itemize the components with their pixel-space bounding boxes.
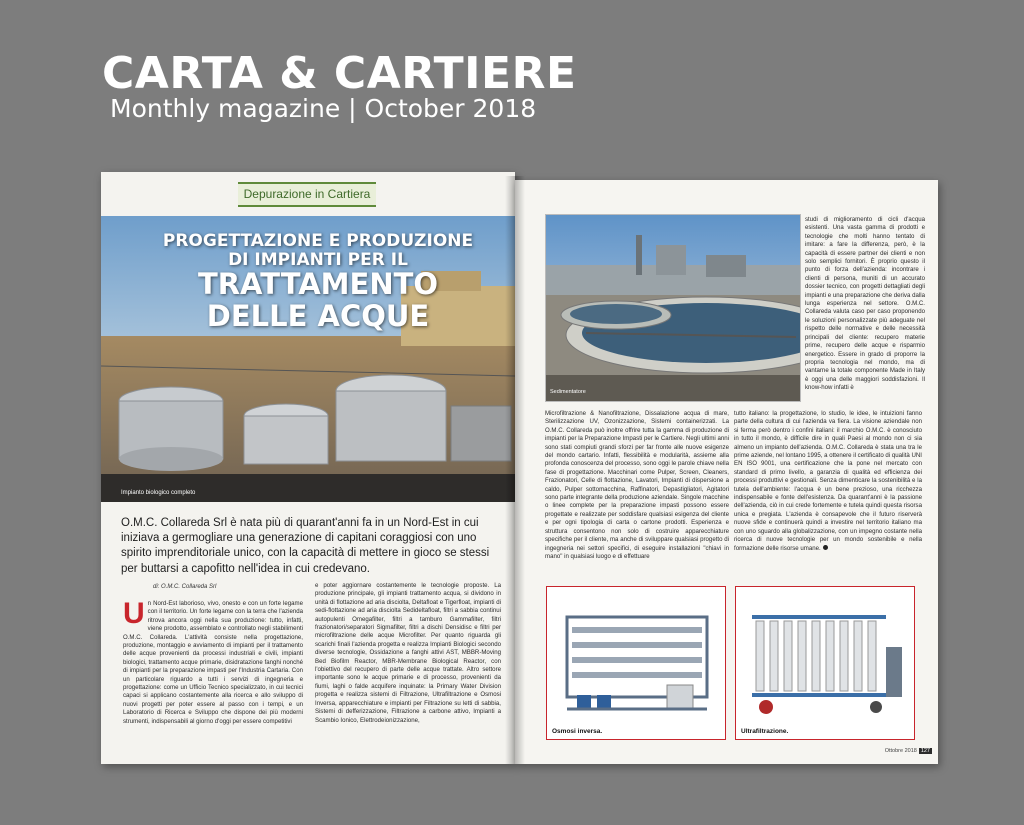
left-page — [101, 172, 515, 764]
product-box-osmosis — [546, 586, 726, 740]
right-page — [515, 180, 938, 764]
product-box-ultrafiltration — [735, 586, 915, 740]
sedimentation-photo — [545, 214, 801, 402]
magazine-subtitle: Monthly magazine | October 2018 — [110, 94, 537, 123]
body-column-1-text: n Nord-Est laborioso, vivo, onesto e con un forte legame con il territorio. Un forte legame con la terra che l'azienda ritrova ancora oggi nella sua produzione: tutto, infatti, viene prodotto, assemblato e controllato negli stabilimenti O.M.C. Collareda. L'attività consiste nella progettazione, produzione, montaggio e avviamento di impianti per il trattamento delle acque provenienti da processi industriali e civili, impianti biologici, trattamento acque primarie, disidratazione fanghi nonché di impianti per la preparazione impasti per l'Industria Cartaria. Con un particolare riguardo a tutti i servizi di ingegneria e progettazione: come un Ufficio Tecnico specializzato, in cui tecnici capaci si applicano costantemente alla ricerca e allo sviluppo di nuovi progetti per poter essere al passo con i tempi, e un Laboratorio di Ricerca e Sviluppo che dispone dei più moderni strumenti, indispensabili al giorno d'oggi per essere competitivi — [123, 600, 303, 725]
page-folio — [885, 748, 932, 754]
reverse-osmosis-machine-illustration — [547, 587, 726, 740]
drop-cap: U — [123, 600, 145, 630]
lead-paragraph: O.M.C. Collareda Srl è nata più di quarant'anni fa in un Nord-Est in cui iniziava a germogliare una generazione di capitani coraggiosi con uno spirito imprenditoriale unico, con la capacità di mettere in gioco se stessi per buttarsi a capofitto nell'idea in cui credevano. — [121, 517, 490, 575]
body-column-2: e poter aggiornare costantemente le tecnologie proposte. La produzione principale, gli impianti trattamento acqua, si dividono in unità di flottazione ad aria disciolta, Deltafloat e Tigerfloat, impianti di sedi-flottazione ad aria disciolta Sedideltafloat, filtri a sabbia continui autopulenti Omegafilter, filtri a tamburo Gammafilter, filtri frazionatori/separatori Sigmafilter, filtri a dischi Densidisc e filtri per microfiltrazione delle acque Microfilter. Per quanto riguarda gli scarichi finali l'azienda progetta e realizza Impianti Biologici secondo diverse tecnologie, Ossidazione a fanghi attivi AST, MBBR-Moving Bed Biofilm Reactor, MBR-Membrane Biological Reactor, con l'obiettivo del recupero di parte delle acque trattate. Altro settore importante sono le acque primarie e di processo, provenienti da fiumi, laghi o falde acquifere inquinate: la Primary Water Division progetta e realizza sistemi di Filtrazione, Ultrafiltrazione e Osmosi Inversa, apparecchiature e impianti per Filtrazione su letti di sabbia, Sistemi di defferizzazione, Filtrazione a carbone attivo, Impianti a Scambio Ionico, Elettrodeionizzazione, — [315, 582, 501, 724]
magazine-spine-shadow — [505, 176, 525, 764]
hero-photo — [101, 216, 515, 502]
sedimentation-tank-illustration — [546, 215, 801, 402]
headline — [123, 232, 513, 333]
headline-line-3: TRATTAMENTO — [197, 267, 439, 302]
body-column-mid-right-text: tutto italiano: la progettazione, lo studio, le idee, le intuizioni fanno parte della cultura di cui l'azienda va fiera. La visione aziendale non si ferma però dentro i confini italiani: il marchio O.M.C. è conosciuto in tutto il mondo, è difficile dire in quali Paesi al mondo non ci sia almeno un impianto dell'azienda. O.M.C. Collareda è stata una tra le prime aziende, nel lontano 1995, a ottenere il certificato di qualità UNI EN ISO 9001, una certificazione che la pone nel mercato con standard di primo livello, a garanzia di qualità ed efficienza dei processi produttivi e gestionali. Senza dimenticare la sostenibilità e la tutela dell'ambiente: l'acqua è un bene prezioso, una ricchezza indispensabile e fonte dell'esistenza. Da quarant'anni è la passione dell'azienda, ciò in cui crede fortemente e tutela quindi questa risorsa unica e pregiata. L'azienda è consapevole che il futuro riserverà nuove sfide e continuerà quindi a investire nel territorio italiano ma con uno sguardo alla globalizzazione, con un impegno costante nella ricerca di nuove tecnologie per un mondo sostenibile e nella formazione delle risorse umane. — [734, 410, 922, 552]
body-column-mid-right — [734, 410, 922, 578]
ultrafiltration-machine-illustration — [736, 587, 915, 740]
magazine-title: CARTA & CARTIERE — [102, 48, 577, 99]
section-tag: Depurazione in Cartiera — [238, 182, 376, 207]
page-number: 127 — [920, 748, 930, 754]
body-column-top: studi di miglioramento di cicli d'acqua esistenti. Una vasta gamma di prodotti e tecnologie che molti hanno tentato di imitare: a fare la differenza, però, è la capacità di essere partner dei clienti e non solo semplici fornitori. È proprio questo il punto di forza dell'azienda: incontrare i clienti di persona, muniti di un accurato dossier tecnico, con progetti dettagliati degli impianti e una preparazione che deriva dalla lunga esperienza nel settore. O.M.C. Collareda valuta caso per caso proponendo le soluzioni personalizzate più adeguate nel rispetto delle normative e delle necessità principali del cliente: recupero materie prime, recupero delle acque e risparmio energetico. Essere in grado di proporre la propria tecnologia nel mondo, ma di vantarne la totale componente Made in Italy è oggi una delle maggiori soddisfazioni. Il know-how infatti è — [805, 216, 925, 392]
body-column-mid-left: Microfiltrazione & Nanofiltrazione, Dissalazione acqua di mare, Sterilizzazione UV, Ozonizzazione, Sistemi containerizzati. La O.M.C. Collareda può inoltre offrire tutta la gamma di produzione di impianti per la Preparazione Impasti per le Cartiere. Negli ultimi anni sono stati compiuti grandi sforzi per far fronte alle nuove esigenze del mondo cartario. Infatti, flessibilità e modularità, assieme alla profonda conoscenza del processo, sono oggi le parole chiave nella fase di progettazione. Macchinari come Pulper, Screen, Cleaners, Frazionatori, Celle di flottazione, Lavatori, Impianti di dispersione a caldo, Pulper sottomacchina, Raffinatori, Depastigliatori, Agitatori sono parte integrante della produzione aziendale. Singole macchine o linee complete per la preparazione impasti possono essere progettate e realizzate per soddisfare qualsiasi esigenza del cliente e per ogni tipologia di carta o cartone prodotti. Esperienza e struttura consentono non solo di costruire apparecchiature specifiche per il cliente, ma anche di sviluppare qualsiasi progetto di ingegneria nei settori specifici, di eseguire installazioni "chiavi in mano" in qualsiasi luogo e di effettuare — [545, 410, 729, 560]
headline-line-1: PROGETTAZIONE E PRODUZIONE — [162, 231, 474, 251]
hero-caption: Impianto biologico completo — [121, 490, 196, 496]
headline-line-2: DI IMPIANTI PER IL — [228, 249, 408, 270]
byline: di: O.M.C. Collareda Srl — [153, 584, 217, 590]
folio-month: Ottobre 2018 — [884, 748, 917, 754]
end-of-article-dot-icon — [823, 545, 828, 550]
product-label-osmosis: Osmosi inversa. — [552, 728, 603, 735]
photo-caption: Sedimentatore — [550, 389, 586, 395]
headline-line-4: DELLE ACQUE — [206, 299, 430, 334]
product-label-ultrafiltration: Ultrafiltrazione. — [741, 728, 789, 735]
body-column-1 — [123, 600, 303, 756]
